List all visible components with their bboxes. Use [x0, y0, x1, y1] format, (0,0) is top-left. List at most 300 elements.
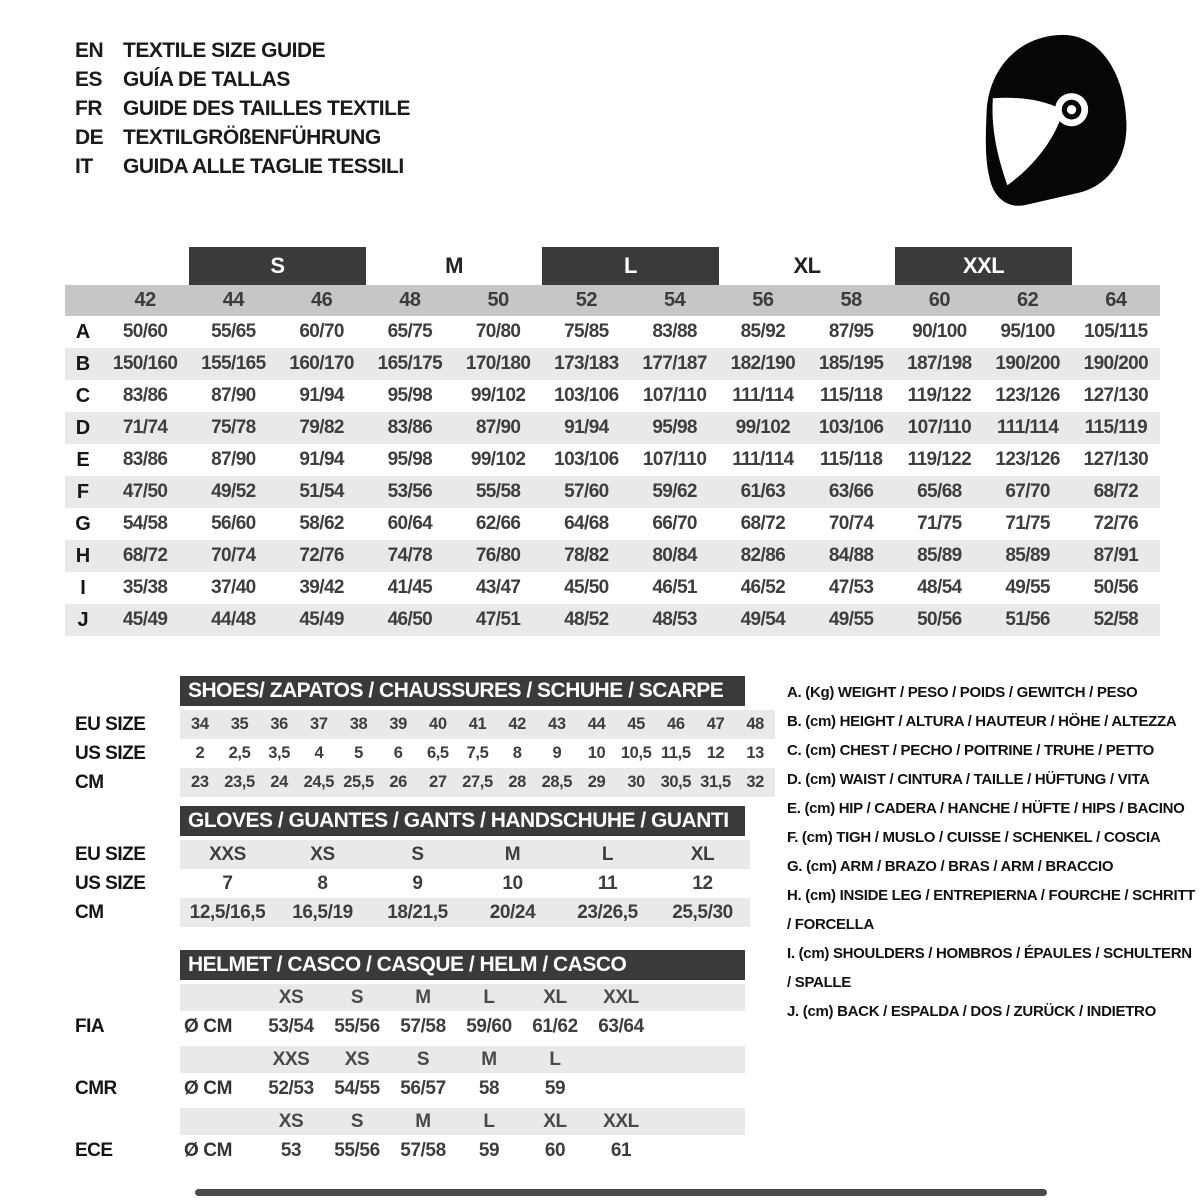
measurement-row-G [65, 508, 1160, 540]
language-code: ES [75, 67, 103, 91]
legend-item: J. (cm) BACK / ESPALDA / DOS / ZURÜCK / INDIETRO [787, 1003, 1156, 1020]
size-value: 52/58 [1093, 609, 1139, 630]
size-value: 68/72 [1093, 481, 1139, 502]
value-cell: 9 [412, 872, 423, 894]
size-value: 68/72 [740, 513, 786, 534]
numeric-size: 64 [1105, 289, 1127, 311]
numeric-size-spacer [65, 285, 101, 316]
size-value: 75/78 [211, 417, 256, 438]
language-code: EN [75, 38, 104, 62]
value-cell: 29 [587, 773, 606, 791]
size-value: 79/82 [299, 417, 344, 438]
row-label: EU SIZE [75, 843, 146, 865]
size-value: 71/75 [1005, 513, 1050, 534]
shoes-section-title: SHOES/ ZAPATOS / CHAUSSURES / SCHUHE / SCARPE [180, 676, 745, 706]
row-label: CM [75, 771, 104, 793]
language-row [75, 123, 410, 152]
value-cell: 13 [746, 744, 764, 762]
value-cell: 7 [222, 872, 233, 894]
numeric-size: 48 [399, 289, 421, 311]
measurement-row-J [65, 604, 1160, 636]
value-cell: 59 [544, 1077, 566, 1099]
value-cell: 61/62 [532, 1015, 578, 1037]
numeric-size: 62 [1017, 289, 1039, 311]
value-cell: 12 [692, 872, 713, 894]
helmet-values-row [75, 1011, 745, 1042]
value-cell: 10 [587, 744, 606, 762]
measurement-row-I [65, 572, 1160, 604]
size-value: 58/62 [299, 513, 344, 534]
row-label [75, 1046, 180, 1073]
size-value: 44/48 [211, 609, 256, 630]
value-cell: 11 [597, 872, 618, 894]
value-cell: 26 [389, 773, 407, 791]
textile-measurements-table [65, 247, 1160, 636]
size-value: 82/86 [740, 545, 786, 566]
size-value: 70/80 [475, 321, 521, 342]
size-value: 127/130 [1083, 385, 1149, 406]
size-value: 155/165 [201, 353, 266, 374]
size-value: 165/175 [377, 353, 443, 374]
legend-item: H. (cm) INSIDE LEG / ENTREPIERNA / FOURCHE / SCHRITT / FORCELLA [787, 887, 1196, 933]
size-value: 47/50 [122, 481, 168, 502]
gloves-section [75, 806, 750, 927]
size-value: 95/98 [387, 385, 433, 406]
value-cell: 55/56 [334, 1139, 380, 1161]
shoes-row [75, 710, 775, 739]
row-label: US SIZE [75, 872, 146, 894]
value-cell: 40 [429, 715, 447, 733]
size-value: 65/68 [917, 481, 962, 502]
language-row [75, 65, 410, 94]
value-cell: 10 [502, 872, 523, 894]
value-cell: 35 [230, 715, 249, 733]
legend-item: I. (cm) SHOULDERS / HOMBROS / ÉPAULES / SCHULTERN / SPALLE [787, 945, 1192, 991]
size-value: 87/90 [211, 449, 256, 470]
unit-cell [180, 984, 258, 1011]
value-cell: 34 [191, 715, 209, 733]
numeric-size: 52 [575, 289, 597, 311]
value-cell: 3,5 [268, 744, 291, 762]
value-cell: 10,5 [620, 744, 652, 762]
size-value: 48/53 [652, 609, 697, 630]
size-value: 123/126 [995, 385, 1060, 406]
shoes-rows [75, 710, 775, 797]
measurement-rows [65, 316, 1160, 636]
size-value: 119/122 [907, 385, 972, 406]
racing-helmet-icon [976, 32, 1134, 208]
row-label: US SIZE [75, 742, 146, 764]
size-label: XL [543, 1110, 567, 1132]
value-cell: 4 [314, 744, 324, 762]
size-value: 50/60 [122, 321, 168, 342]
size-value: 54/58 [122, 513, 168, 534]
value-cell: 27,5 [462, 773, 493, 791]
size-value: 56/60 [211, 513, 256, 534]
language-label: GUÍA DE TALLAS [123, 67, 290, 91]
size-value: 37/40 [211, 577, 256, 598]
value-cell: 12 [706, 744, 725, 762]
size-value: 55/65 [211, 321, 256, 342]
value-cell: L [601, 843, 614, 865]
value-cell: 25,5 [343, 773, 374, 791]
size-value: 115/118 [819, 385, 883, 406]
bottom-scrollbar[interactable] [195, 1189, 1047, 1196]
size-value: 61/63 [740, 481, 786, 502]
size-value: 78/82 [564, 545, 609, 566]
size-value: 173/183 [554, 353, 619, 374]
size-value: 91/94 [564, 417, 609, 438]
unit-cell: Ø CM [184, 1139, 233, 1161]
value-cell: 28,5 [541, 773, 573, 791]
language-code: IT [75, 154, 93, 178]
size-value: 51/56 [1005, 609, 1050, 630]
value-cell: 53/54 [268, 1015, 314, 1037]
value-cell: 57/58 [400, 1139, 446, 1161]
value-cell: 23/26,5 [577, 901, 638, 923]
legend-item: F. (cm) TIGH / MUSLO / CUISSE / SCHENKEL / COSCIA [787, 829, 1161, 846]
row-letter: I [80, 576, 86, 599]
size-value: 190/200 [1083, 353, 1149, 374]
size-value: 83/86 [122, 385, 168, 406]
legend-item: A. (Kg) WEIGHT / PESO / POIDS / GEWITCH / PESO [787, 684, 1138, 701]
shoes-section [75, 676, 775, 797]
row-label [75, 984, 180, 1011]
shoes-row [75, 739, 775, 768]
value-band [180, 1073, 745, 1104]
size-value: 45/50 [564, 577, 609, 598]
value-cell: 9 [552, 744, 562, 762]
size-label: XXL [603, 1110, 639, 1132]
value-cell: XXS [209, 843, 246, 865]
size-label: S [350, 1110, 364, 1132]
size-band-XXL: XXL [895, 247, 1072, 285]
value-cell: 47 [706, 715, 725, 733]
size-value: 55/58 [475, 481, 521, 502]
size-value: 35/38 [122, 577, 168, 598]
numeric-size-row [65, 285, 1160, 316]
size-value: 111/114 [732, 449, 794, 470]
size-label: L [483, 986, 495, 1008]
size-value: 53/56 [387, 481, 433, 502]
value-cell: 44 [587, 715, 606, 733]
size-label: L [549, 1048, 561, 1070]
value-cell: 11,5 [661, 744, 691, 762]
language-code: FR [75, 96, 102, 120]
helmet-rows [75, 984, 745, 1166]
size-label: M [415, 986, 431, 1008]
value-cell: 41 [468, 715, 487, 733]
value-cell: 58 [478, 1077, 500, 1099]
unit-cell [180, 1046, 258, 1073]
value-cell: 36 [270, 715, 288, 733]
size-value: 127/130 [1083, 449, 1149, 470]
value-cell: 24 [270, 773, 288, 791]
value-cell: M [504, 843, 521, 865]
numeric-size: 56 [752, 289, 774, 311]
size-value: 187/198 [907, 353, 972, 374]
size-value: 66/70 [652, 513, 697, 534]
size-value: 115/119 [1084, 417, 1148, 438]
value-cell: 16,5/19 [292, 901, 353, 923]
size-value: 64/68 [564, 513, 609, 534]
value-cell: 53 [280, 1139, 302, 1161]
size-label [588, 1046, 654, 1073]
legend-item: C. (cm) CHEST / PECHO / POITRINE / TRUHE / PETTO [787, 742, 1155, 759]
value-cell: 39 [389, 715, 407, 733]
numeric-size: 54 [664, 289, 686, 311]
size-value: 71/75 [917, 513, 962, 534]
gloves-row [75, 840, 750, 869]
size-band-M: M [445, 253, 463, 278]
value-cell: 28 [508, 773, 526, 791]
size-value: 48/54 [917, 577, 962, 598]
size-value: 115/118 [819, 449, 883, 470]
gloves-section-title: GLOVES / GUANTES / GANTS / HANDSCHUHE / GUANTI [180, 806, 745, 836]
value-cell: 48 [746, 715, 764, 733]
value-cell: 52/53 [268, 1077, 314, 1099]
size-value: 49/55 [828, 609, 874, 630]
size-value: 107/110 [642, 449, 707, 470]
value-band [180, 1135, 745, 1166]
size-value: 103/106 [818, 417, 884, 438]
size-value: 80/84 [652, 545, 697, 566]
size-value: 182/190 [730, 353, 796, 374]
language-row [75, 94, 410, 123]
row-letter: G [75, 512, 91, 535]
value-cell: 31,5 [700, 773, 731, 791]
size-value: 46/52 [740, 577, 786, 598]
size-band-L: L [542, 247, 719, 285]
row-letter: J [77, 608, 89, 631]
language-code: DE [75, 125, 104, 149]
size-label: S [416, 1048, 430, 1070]
legend-item: G. (cm) ARM / BRAZO / BRAS / ARM / BRACCIO [787, 858, 1114, 875]
row-letter: C [75, 384, 91, 407]
size-label: XXS [272, 1048, 310, 1070]
size-value: 46/50 [387, 609, 433, 630]
size-value: 57/60 [564, 481, 609, 502]
size-value: 65/75 [387, 321, 433, 342]
size-value: 84/88 [828, 545, 874, 566]
unit-cell: Ø CM [184, 1015, 233, 1037]
value-band [180, 984, 745, 1011]
size-label: S [350, 986, 364, 1008]
measurement-row-B [65, 348, 1160, 380]
size-value: 85/89 [1005, 545, 1050, 566]
size-value: 85/89 [917, 545, 962, 566]
size-value: 83/88 [652, 321, 697, 342]
measurement-row-A [65, 316, 1160, 348]
value-cell: 6 [393, 744, 403, 762]
size-value: 50/56 [1093, 577, 1139, 598]
size-value: 63/66 [828, 481, 874, 502]
size-value: 91/94 [299, 449, 344, 470]
size-value: 71/74 [122, 417, 168, 438]
row-letter: H [75, 544, 91, 567]
value-cell: 24,5 [303, 773, 335, 791]
size-value: 107/110 [907, 417, 972, 438]
size-value: 43/47 [475, 577, 521, 598]
size-value: 90/100 [912, 321, 967, 342]
legend-item: B. (cm) HEIGHT / ALTURA / HAUTEUR / HÖHE / ALTEZZA [787, 713, 1177, 730]
language-header [75, 36, 410, 181]
shoes-row [75, 768, 775, 797]
size-value: 87/90 [211, 385, 256, 406]
size-value: 85/92 [740, 321, 786, 342]
numeric-size: 58 [840, 289, 862, 311]
size-value: 123/126 [995, 449, 1060, 470]
value-cell: 63/64 [598, 1015, 644, 1037]
size-label: L [483, 1110, 495, 1132]
size-value: 103/106 [554, 385, 619, 406]
value-cell: 45 [627, 715, 645, 733]
row-label [75, 1108, 180, 1135]
row-letter: F [76, 480, 90, 503]
size-value: 75/85 [564, 321, 609, 342]
legend-item: D. (cm) WAIST / CINTURA / TAILLE / HÜFTUNG / VITA [787, 771, 1150, 788]
value-cell: 6,5 [426, 744, 449, 762]
value-cell: 43 [548, 715, 566, 733]
size-value: 47/51 [475, 609, 521, 630]
value-cell: 8 [317, 872, 328, 894]
size-value: 99/102 [470, 449, 526, 470]
size-value: 95/100 [1000, 321, 1055, 342]
size-value: 99/102 [470, 385, 526, 406]
size-value: 111/114 [732, 385, 794, 406]
size-band-row [65, 247, 1160, 285]
size-value: 70/74 [211, 545, 256, 566]
size-value: 41/45 [387, 577, 433, 598]
measurement-row-E [65, 444, 1160, 476]
value-cell: 60 [544, 1139, 566, 1161]
size-label: XS [278, 986, 304, 1008]
size-value: 111/114 [996, 417, 1059, 438]
numeric-size: 42 [134, 289, 156, 311]
size-band-XL: XL [793, 253, 821, 278]
size-label: XL [543, 986, 567, 1008]
value-cell: 2,5 [228, 744, 251, 762]
size-value: 76/80 [475, 545, 521, 566]
size-value: 50/56 [917, 609, 962, 630]
size-value: 95/98 [387, 449, 433, 470]
size-value: 49/52 [211, 481, 256, 502]
helmet-values-row [75, 1073, 745, 1104]
row-label: EU SIZE [75, 713, 146, 735]
size-value: 177/187 [642, 353, 707, 374]
size-value: 185/195 [818, 353, 884, 374]
helmet-values-row [75, 1135, 745, 1166]
value-cell: 54/55 [334, 1077, 380, 1099]
size-value: 45/49 [299, 609, 344, 630]
value-cell [588, 1073, 654, 1104]
value-band [180, 840, 750, 869]
size-value: 39/42 [299, 577, 344, 598]
value-cell: 27 [429, 773, 447, 791]
size-value: 72/76 [299, 545, 344, 566]
value-cell: 46 [667, 715, 685, 733]
size-value: 160/170 [289, 353, 354, 374]
helmet-section-title: HELMET / CASCO / CASQUE / HELM / CASCO [180, 950, 745, 980]
size-value: 74/78 [387, 545, 433, 566]
row-letter: B [75, 352, 91, 375]
gloves-row [75, 869, 750, 898]
size-value: 150/160 [112, 353, 178, 374]
value-cell: 25,5/30 [672, 901, 733, 923]
size-label: XXL [603, 986, 639, 1008]
size-value: 60/70 [299, 321, 344, 342]
unit-cell [180, 1108, 258, 1135]
numeric-size: 60 [928, 289, 950, 311]
size-value: 49/55 [1005, 577, 1050, 598]
size-value: 107/110 [642, 385, 707, 406]
value-cell: S [411, 843, 424, 865]
measurement-row-D [65, 412, 1160, 444]
value-band [180, 739, 775, 768]
row-letter: D [75, 416, 91, 439]
value-cell: 57/58 [400, 1015, 446, 1037]
value-band [180, 1108, 745, 1135]
value-cell: 42 [508, 715, 526, 733]
numeric-size: 44 [222, 289, 244, 311]
size-value: 119/122 [907, 449, 972, 470]
numeric-size: 46 [311, 289, 333, 311]
language-label: GUIDA ALLE TAGLIE TESSILI [123, 154, 404, 178]
language-label: TEXTILGRÖßENFÜHRUNG [123, 125, 381, 149]
gloves-row [75, 898, 750, 927]
value-cell: 23 [191, 773, 209, 791]
size-label: M [415, 1110, 431, 1132]
size-value: 87/90 [475, 417, 521, 438]
standard-label: ECE [75, 1139, 113, 1161]
measurement-row-H [65, 540, 1160, 572]
unit-cell: Ø CM [184, 1077, 233, 1099]
value-cell: 59/60 [466, 1015, 512, 1037]
size-value: 103/106 [554, 449, 619, 470]
value-cell: XS [310, 843, 335, 865]
value-cell: 12,5/16,5 [189, 901, 266, 923]
size-value: 48/52 [564, 609, 609, 630]
size-band-S: S [189, 247, 366, 285]
value-cell: 5 [354, 744, 363, 762]
value-cell: XL [690, 843, 715, 865]
size-value: 99/102 [735, 417, 791, 438]
value-cell: 20/24 [489, 901, 536, 923]
value-cell: 7,5 [466, 744, 489, 762]
value-cell: 18/21,5 [387, 901, 448, 923]
language-row [75, 152, 410, 181]
value-cell: 37 [310, 715, 328, 733]
measurement-row-C [65, 380, 1160, 412]
size-value: 67/70 [1005, 481, 1050, 502]
value-band [180, 1011, 745, 1042]
standard-label: FIA [75, 1015, 105, 1037]
value-cell: 32 [746, 773, 764, 791]
value-cell: 61 [610, 1139, 632, 1161]
value-cell: 30 [627, 773, 645, 791]
size-value: 87/91 [1093, 545, 1139, 566]
value-band [180, 710, 775, 739]
numeric-size: 50 [487, 289, 509, 311]
standard-label: CMR [75, 1077, 117, 1099]
size-value: 83/86 [122, 449, 168, 470]
value-band [180, 768, 775, 797]
value-cell: 59 [478, 1139, 500, 1161]
value-band [180, 869, 750, 898]
size-value: 105/115 [1084, 321, 1148, 342]
size-value: 95/98 [652, 417, 697, 438]
value-band [180, 1046, 745, 1073]
